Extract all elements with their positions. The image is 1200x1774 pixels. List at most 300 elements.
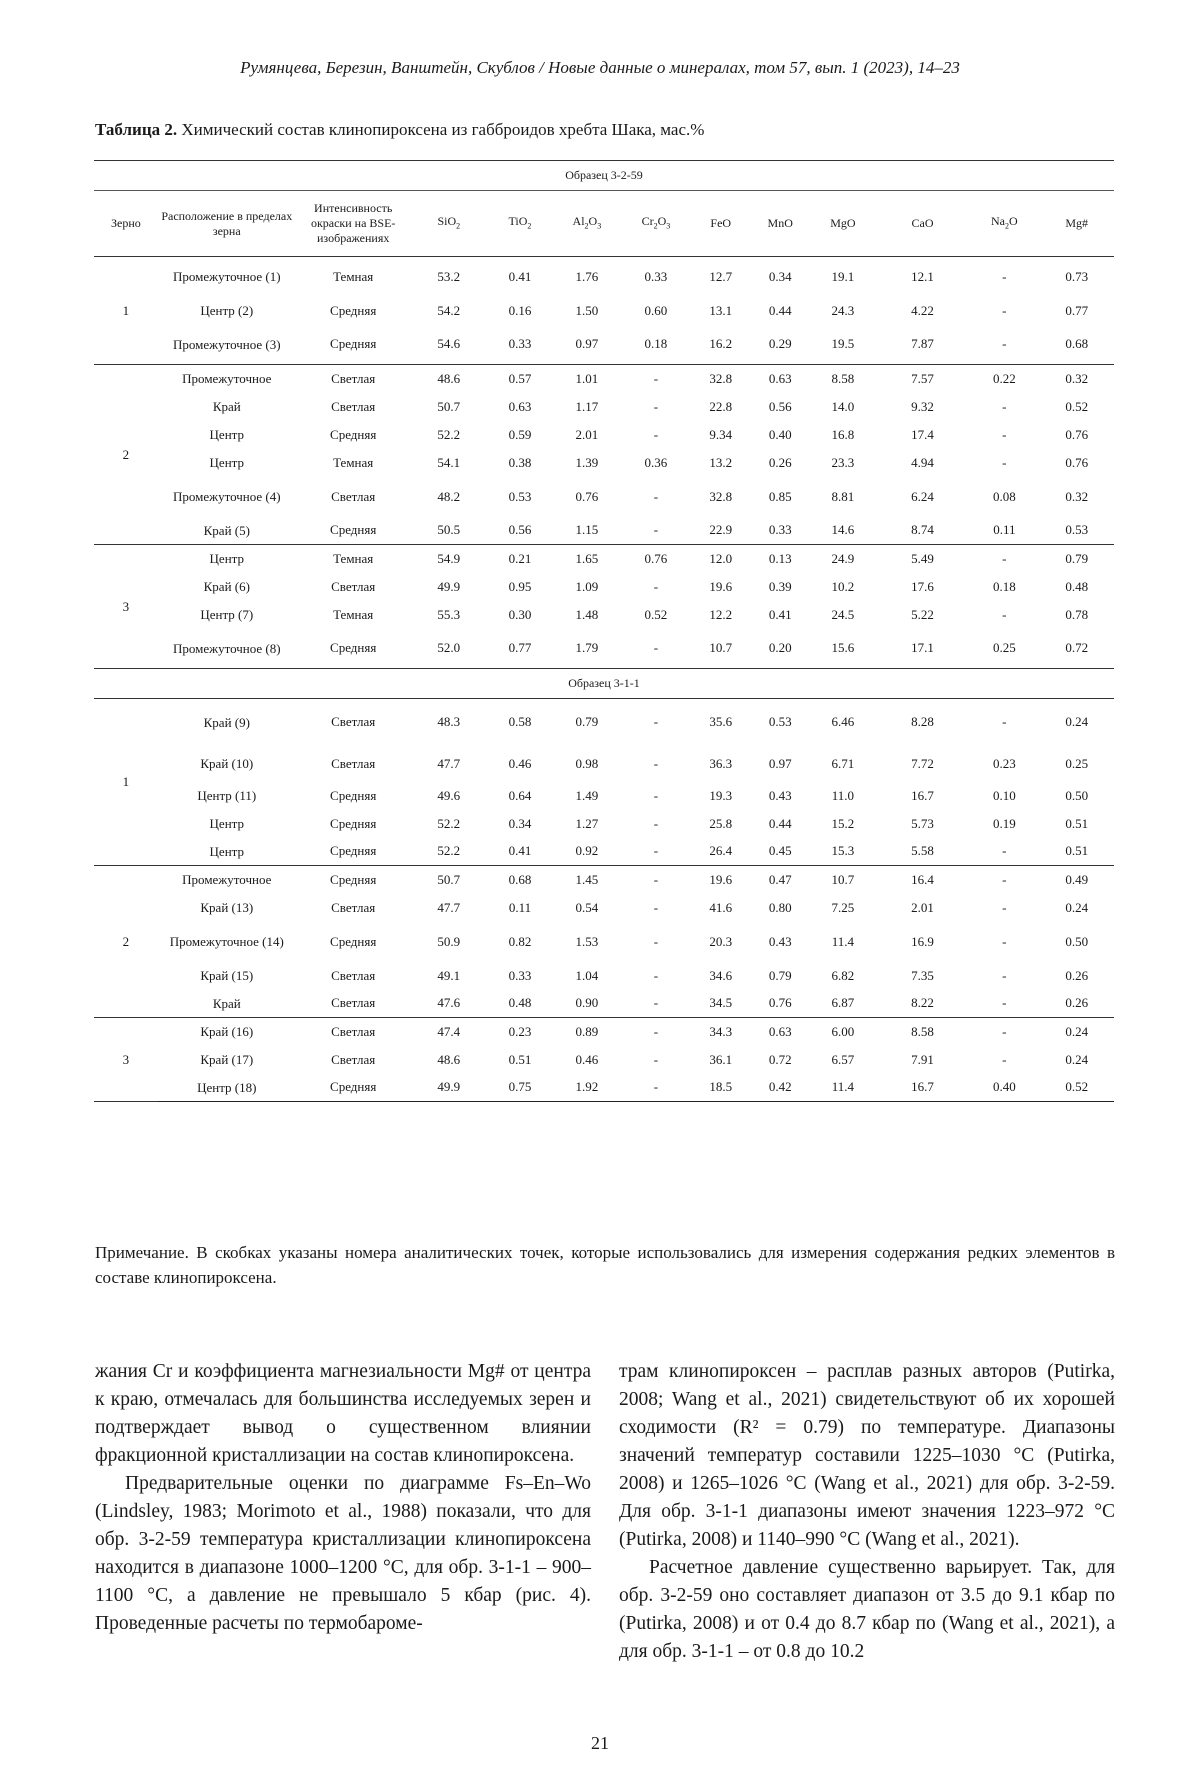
- value-cell: -: [653, 1051, 659, 1067]
- value-cell: 10.7: [691, 629, 750, 669]
- value-cell: 1.49: [575, 787, 599, 803]
- value-cell: 0.44: [768, 302, 792, 318]
- col-header-tio2: TiO$_2$: [487, 191, 553, 257]
- value-cell: 0.68: [1039, 325, 1114, 365]
- intensity-cell: Средняя: [296, 517, 411, 545]
- grain-number: 2: [94, 365, 158, 545]
- value-cell: 0.18: [992, 578, 1016, 594]
- value-cell: 54.2: [437, 302, 461, 318]
- value-cell: 0.24: [1065, 899, 1089, 915]
- value-cell: 0.24: [1065, 714, 1089, 730]
- value-cell: 0.11: [508, 899, 532, 915]
- value-cell: 6.71: [831, 755, 855, 771]
- value-cell: 0.08: [992, 488, 1016, 504]
- table-row: [94, 990, 1114, 1018]
- value-cell: -: [621, 990, 691, 1018]
- col-header-cr2o3: $Cr_2O_3$: [621, 191, 691, 257]
- intensity-cell: Средняя: [330, 933, 377, 949]
- intensity-cell: Светлая: [331, 370, 376, 386]
- value-cell: 11.0: [831, 787, 855, 803]
- value-cell: 0.97: [768, 755, 792, 771]
- value-cell: -: [969, 990, 1039, 1018]
- value-cell: 0.72: [1039, 629, 1114, 669]
- col-header-mgo: MgO: [810, 191, 876, 257]
- value-cell: 7.57: [911, 370, 934, 386]
- location-cell: Промежуточное: [182, 872, 272, 888]
- table-row: [94, 962, 1114, 990]
- location-cell: Центр: [209, 551, 245, 567]
- value-cell: 7.72: [911, 755, 934, 771]
- value-cell: 49.9: [411, 1074, 487, 1102]
- value-cell: -: [969, 838, 1039, 866]
- value-cell: 8.28: [911, 714, 934, 730]
- table-row: [94, 838, 1114, 866]
- value-cell: 5.22: [911, 606, 934, 622]
- value-cell: 0.46: [575, 1051, 599, 1067]
- value-cell: 5.49: [911, 550, 934, 566]
- value-cell: 0.63: [768, 370, 792, 386]
- value-cell: 4.94: [911, 454, 934, 470]
- value-cell: 13.1: [709, 302, 733, 318]
- location-cell: Промежуточное: [182, 371, 272, 387]
- table-row: [94, 257, 1114, 297]
- value-cell: 48.2: [437, 488, 461, 504]
- value-cell: 53.2: [437, 268, 461, 284]
- value-cell: 0.51: [1065, 815, 1089, 831]
- table-row: [94, 449, 1114, 477]
- value-cell: 1.48: [575, 606, 599, 622]
- intensity-cell: Средняя: [296, 325, 411, 365]
- value-cell: 0.32: [1065, 488, 1089, 504]
- body-column-left: [95, 1358, 591, 1638]
- value-cell: 41.6: [709, 899, 733, 915]
- table-row: [94, 922, 1114, 962]
- value-cell: 49.1: [437, 967, 461, 983]
- value-cell: -: [653, 755, 659, 771]
- value-cell: 14.6: [810, 517, 876, 545]
- location-cell: Промежуточное (1): [172, 269, 281, 285]
- value-cell: 0.97: [553, 325, 621, 365]
- value-cell: 16.7: [911, 787, 934, 803]
- value-cell: 0.24: [1065, 1051, 1089, 1067]
- value-cell: 15.2: [831, 815, 855, 831]
- location-cell: Промежуточное (3): [158, 325, 296, 365]
- value-cell: 0.60: [644, 302, 668, 318]
- value-cell: 16.8: [831, 426, 855, 442]
- value-cell: -: [621, 1074, 691, 1102]
- value-cell: 1.15: [553, 517, 621, 545]
- location-cell: Край: [158, 990, 296, 1018]
- location-cell: Край: [212, 399, 241, 414]
- value-cell: 6.87: [810, 990, 876, 1018]
- value-cell: 0.24: [1065, 1023, 1089, 1039]
- value-cell: 0.80: [768, 899, 792, 915]
- value-cell: 2.01: [575, 426, 599, 442]
- value-cell: 0.68: [508, 871, 532, 887]
- value-cell: -: [653, 578, 659, 594]
- location-cell: Центр: [209, 816, 245, 831]
- value-cell: 49.6: [437, 787, 461, 803]
- value-cell: 0.46: [508, 755, 532, 771]
- table-row: [94, 573, 1114, 601]
- col-header-sio2: SiO$_2$: [411, 191, 487, 257]
- value-cell: 1.17: [575, 398, 599, 414]
- intensity-cell: Светлая: [331, 578, 376, 594]
- intensity-cell: Средняя: [296, 838, 411, 866]
- value-cell: 8.58: [831, 370, 855, 386]
- value-cell: 7.25: [831, 899, 855, 915]
- value-cell: -: [621, 629, 691, 669]
- value-cell: 0.19: [992, 815, 1016, 831]
- grain-number: 3: [94, 545, 158, 669]
- value-cell: 25.8: [709, 815, 733, 831]
- value-cell: 0.75: [487, 1074, 553, 1102]
- intensity-cell: Светлая: [331, 967, 376, 983]
- value-cell: 19.6: [709, 871, 733, 887]
- value-cell: 52.2: [437, 815, 461, 831]
- value-cell: 1.04: [575, 967, 599, 983]
- location-cell: Центр: [209, 427, 245, 442]
- value-cell: 12.0: [709, 550, 733, 566]
- value-cell: 0.42: [750, 1074, 809, 1102]
- value-cell: 54.6: [411, 325, 487, 365]
- value-cell: 0.50: [1065, 933, 1089, 949]
- value-cell: 10.2: [831, 578, 855, 594]
- value-cell: -: [1002, 550, 1007, 566]
- value-cell: 0.92: [553, 838, 621, 866]
- value-cell: 5.73: [911, 815, 934, 831]
- location-cell: Центр (18): [158, 1074, 296, 1102]
- value-cell: 19.1: [831, 268, 855, 284]
- table-note: Примечание. В скобках указаны номера аналитических точек, которые использовались для измерения содержания редких элементов в составе клинопироксена.: [95, 1243, 1115, 1287]
- value-cell: 0.49: [1065, 871, 1089, 887]
- value-cell: 17.4: [911, 426, 934, 442]
- value-cell: 24.5: [831, 606, 855, 622]
- value-cell: 0.56: [487, 517, 553, 545]
- col-header-location: Расположение в пределах зерна: [158, 191, 296, 257]
- intensity-cell: Темная: [333, 550, 374, 566]
- value-cell: 0.33: [508, 967, 532, 983]
- value-cell: 0.73: [1065, 268, 1089, 284]
- location-cell: Центр: [158, 838, 296, 866]
- value-cell: 19.3: [709, 787, 733, 803]
- value-cell: 0.34: [508, 815, 532, 831]
- value-cell: 1.76: [575, 268, 599, 284]
- col-header-intensity: Интенсивность окраски на BSE-изображениях: [296, 191, 411, 257]
- value-cell: 52.2: [437, 426, 461, 442]
- value-cell: -: [653, 815, 659, 831]
- value-cell: 0.52: [1039, 1074, 1114, 1102]
- col-header-mg-number: Mg#: [1039, 191, 1114, 257]
- table-row: [94, 393, 1114, 421]
- paragraph: жания Cr и коэффициента магнезиальности Mg# от центра к краю, отмечалась для большинства исследуемых зерен и подтверждает вывод о существенном влиянии фракционной кристаллизации на состав клинопироксена.: [95, 1361, 591, 1466]
- intensity-cell: Светлая: [331, 488, 376, 504]
- value-cell: 15.3: [810, 838, 876, 866]
- value-cell: 0.18: [621, 325, 691, 365]
- value-cell: 1.79: [553, 629, 621, 669]
- value-cell: 1.65: [575, 550, 599, 566]
- value-cell: 0.47: [768, 871, 792, 887]
- value-cell: 47.7: [437, 899, 461, 915]
- value-cell: 0.76: [644, 550, 668, 566]
- value-cell: 0.77: [1065, 302, 1089, 318]
- location-cell: Промежуточное (14): [169, 934, 284, 949]
- value-cell: 0.76: [575, 488, 599, 504]
- value-cell: 9.34: [709, 426, 733, 442]
- value-cell: 0.20: [750, 629, 809, 669]
- value-cell: 0.43: [768, 933, 792, 949]
- value-cell: 0.89: [575, 1023, 599, 1039]
- value-cell: 0.33: [750, 517, 809, 545]
- table-caption: [95, 120, 1115, 140]
- value-cell: 48.6: [437, 370, 461, 386]
- value-cell: -: [653, 370, 659, 386]
- value-cell: -: [1002, 1023, 1007, 1039]
- value-cell: 50.7: [437, 398, 461, 414]
- value-cell: 0.56: [768, 398, 792, 414]
- value-cell: 0.40: [768, 426, 792, 442]
- location-cell: Центр (7): [200, 607, 254, 622]
- table-row: [94, 1074, 1114, 1102]
- value-cell: 0.32: [1065, 370, 1089, 386]
- value-cell: 17.6: [911, 578, 934, 594]
- value-cell: -: [1002, 606, 1007, 622]
- value-cell: 36.3: [709, 755, 733, 771]
- value-cell: 22.8: [709, 398, 733, 414]
- value-cell: -: [1002, 398, 1007, 414]
- value-cell: 7.91: [911, 1051, 934, 1067]
- table-row: [94, 782, 1114, 810]
- value-cell: 0.48: [487, 990, 553, 1018]
- intensity-cell: Средняя: [330, 302, 377, 318]
- value-cell: 6.46: [831, 714, 855, 730]
- table-row: [94, 421, 1114, 449]
- location-cell: Промежуточное (8): [158, 629, 296, 669]
- value-cell: 19.5: [810, 325, 876, 365]
- value-cell: 8.81: [831, 488, 855, 504]
- value-cell: 13.2: [709, 454, 733, 470]
- table-row: [94, 517, 1114, 545]
- value-cell: -: [653, 871, 659, 887]
- value-cell: -: [1002, 899, 1007, 915]
- value-cell: 0.43: [768, 787, 792, 803]
- value-cell: 10.7: [831, 871, 855, 887]
- value-cell: 0.51: [508, 1051, 532, 1067]
- value-cell: 0.79: [1065, 550, 1089, 566]
- value-cell: 32.8: [709, 370, 733, 386]
- table-row: [94, 1046, 1114, 1074]
- location-cell: Край (9): [203, 714, 250, 730]
- value-cell: 4.22: [911, 302, 934, 318]
- value-cell: 8.22: [876, 990, 969, 1018]
- paragraph: Предварительные оценки по диаграмме Fs–En–Wo (Lindsley, 1983; Morimoto et al., 1988) показали, что для обр. 3-2-59 температура кристаллизации клинопироксена находится в диапазоне 1000–1200 °С, для обр. 3-1-1 – 900–1100 °С, а давление не превышало 5 кбар (рис. 4). Проведенные расчеты по термобароме-: [95, 1473, 591, 1634]
- location-cell: Край (16): [200, 1024, 254, 1040]
- value-cell: 22.9: [691, 517, 750, 545]
- value-cell: 49.9: [437, 578, 461, 594]
- sample-heading: Образец 3-2-59: [94, 161, 1114, 191]
- value-cell: 26.4: [691, 838, 750, 866]
- paragraph: трам клинопироксен – расплав разных авторов (Putirka, 2008; Wang et al., 2021) свидетельствуют об их хорошей сходимости (R² = 0.79) по температуре. Диапазоны значений температур составили 1225–1030 °С (Putirka, 2008) и 1265–1026 °С (Wang et al., 2021) для обр. 3-2-59. Для обр. 3-1-1 диапазоны имеют значения 1223–972 °С (Putirka, 2008) и 1140–990 °С (Wang et al., 2021).: [619, 1361, 1115, 1550]
- value-cell: -: [653, 967, 659, 983]
- value-cell: 0.72: [768, 1051, 792, 1067]
- value-cell: 0.48: [1065, 578, 1089, 594]
- value-cell: 0.34: [768, 268, 792, 284]
- value-cell: 6.24: [911, 488, 934, 504]
- value-cell: 11.4: [810, 1074, 876, 1102]
- value-cell: 0.33: [644, 268, 668, 284]
- value-cell: 50.7: [437, 871, 461, 887]
- table-row: [94, 297, 1114, 325]
- body-column-right: [619, 1358, 1115, 1666]
- value-cell: 14.0: [831, 398, 855, 414]
- grain-number: 2: [94, 866, 158, 1018]
- grain-number: 1: [94, 257, 158, 365]
- value-cell: 35.6: [709, 714, 733, 730]
- value-cell: -: [1002, 426, 1007, 442]
- value-cell: 0.98: [575, 755, 599, 771]
- value-cell: 0.57: [508, 370, 532, 386]
- value-cell: 2.01: [911, 899, 934, 915]
- value-cell: 0.45: [750, 838, 809, 866]
- value-cell: 0.54: [575, 899, 599, 915]
- value-cell: 32.8: [709, 488, 733, 504]
- value-cell: 8.74: [876, 517, 969, 545]
- value-cell: -: [653, 398, 659, 414]
- value-cell: 0.79: [575, 714, 599, 730]
- col-header-feo: FeO: [691, 191, 750, 257]
- value-cell: -: [621, 517, 691, 545]
- value-cell: -: [1002, 454, 1007, 470]
- value-cell: 54.9: [437, 550, 461, 566]
- value-cell: -: [653, 426, 659, 442]
- intensity-cell: Светлая: [331, 755, 376, 771]
- table-row: [94, 746, 1114, 782]
- value-cell: -: [1002, 933, 1007, 949]
- table-row: [94, 810, 1114, 838]
- intensity-cell: Средняя: [296, 1074, 411, 1102]
- value-cell: 0.40: [969, 1074, 1039, 1102]
- location-cell: Край (15): [200, 968, 254, 983]
- value-cell: 0.26: [768, 454, 792, 470]
- location-cell: Край (17): [200, 1052, 254, 1067]
- value-cell: 0.41: [768, 606, 792, 622]
- value-cell: 0.82: [508, 933, 532, 949]
- value-cell: 0.90: [553, 990, 621, 1018]
- value-cell: 48.3: [437, 714, 461, 730]
- value-cell: 0.23: [992, 755, 1016, 771]
- value-cell: 0.10: [992, 787, 1016, 803]
- table-row: [94, 601, 1114, 629]
- value-cell: -: [653, 1023, 659, 1039]
- value-cell: 7.35: [911, 967, 934, 983]
- value-cell: 0.78: [1065, 606, 1089, 622]
- value-cell: 7.87: [876, 325, 969, 365]
- value-cell: 8.58: [911, 1023, 934, 1039]
- value-cell: 0.22: [992, 370, 1016, 386]
- value-cell: 19.6: [709, 578, 733, 594]
- intensity-cell: Светлая: [331, 398, 376, 414]
- value-cell: 0.79: [768, 967, 792, 983]
- intensity-cell: Светлая: [331, 1023, 376, 1039]
- location-cell: Центр: [209, 455, 245, 470]
- table-row: [94, 894, 1114, 922]
- value-cell: 0.44: [768, 815, 792, 831]
- value-cell: 0.33: [487, 325, 553, 365]
- value-cell: 0.26: [1065, 967, 1089, 983]
- value-cell: 0.25: [1065, 755, 1089, 771]
- value-cell: 0.51: [1039, 838, 1114, 866]
- intensity-cell: Темная: [333, 268, 374, 284]
- value-cell: 9.32: [911, 398, 934, 414]
- location-cell: Край (5): [158, 517, 296, 545]
- value-cell: 34.5: [691, 990, 750, 1018]
- value-cell: 0.63: [508, 398, 532, 414]
- table-row: [94, 629, 1114, 669]
- value-cell: -: [1002, 871, 1007, 887]
- value-cell: 15.6: [810, 629, 876, 669]
- value-cell: 6.82: [831, 967, 855, 983]
- value-cell: 0.30: [508, 606, 532, 622]
- paragraph: Расчетное давление существенно варьирует. Так, для обр. 3-2-59 оно составляет диапазон от 3.5 до 9.1 кбар по (Putirka, 2008) и от 0.4 до 8.7 кбар по (Wang et al., 2021), а для обр. 3-1-1 – от 0.8 до 10.2: [619, 1557, 1115, 1662]
- value-cell: 0.29: [750, 325, 809, 365]
- value-cell: 17.1: [876, 629, 969, 669]
- value-cell: 0.52: [1065, 398, 1089, 414]
- value-cell: 54.1: [437, 454, 461, 470]
- value-cell: -: [653, 488, 659, 504]
- value-cell: 0.23: [508, 1023, 532, 1039]
- value-cell: -: [969, 325, 1039, 365]
- location-cell: Край (13): [200, 900, 254, 915]
- value-cell: 50.9: [437, 933, 461, 949]
- value-cell: 0.63: [768, 1023, 792, 1039]
- value-cell: 55.3: [437, 606, 461, 622]
- value-cell: 1.01: [575, 370, 599, 386]
- value-cell: 0.76: [1065, 426, 1089, 442]
- value-cell: 0.52: [644, 606, 668, 622]
- composition-table: [94, 160, 1114, 1102]
- value-cell: -: [1002, 268, 1007, 284]
- value-cell: 1.92: [553, 1074, 621, 1102]
- table-caption-text: Химический состав клинопироксена из габброидов хребта Шака, мас.%: [177, 120, 705, 139]
- intensity-cell: Средняя: [330, 787, 377, 803]
- intensity-cell: Светлая: [331, 899, 376, 915]
- value-cell: 1.53: [575, 933, 599, 949]
- intensity-cell: Светлая: [331, 714, 376, 730]
- running-header: Румянцева, Березин, Ванштейн, Скублов / Новые данные о минералах, том 57, вып. 1 (2023), 14–23: [240, 58, 960, 77]
- value-cell: 47.6: [411, 990, 487, 1018]
- table-row: [94, 325, 1114, 365]
- value-cell: 12.2: [709, 606, 733, 622]
- value-cell: 12.7: [709, 268, 733, 284]
- value-cell: 1.50: [575, 302, 599, 318]
- location-cell: Центр (11): [197, 788, 257, 803]
- value-cell: 36.1: [709, 1051, 733, 1067]
- location-cell: Край (10): [200, 756, 254, 771]
- value-cell: 0.25: [969, 629, 1039, 669]
- value-cell: 0.39: [768, 578, 792, 594]
- value-cell: 50.5: [411, 517, 487, 545]
- value-cell: 0.95: [508, 578, 532, 594]
- location-cell: Промежуточное (4): [172, 489, 281, 504]
- value-cell: 0.53: [508, 488, 532, 504]
- value-cell: 0.41: [487, 838, 553, 866]
- value-cell: 48.6: [437, 1051, 461, 1067]
- value-cell: 20.3: [709, 933, 733, 949]
- table-row: [94, 477, 1114, 517]
- value-cell: 0.76: [1065, 454, 1089, 470]
- value-cell: 16.9: [911, 933, 934, 949]
- intensity-cell: Светлая: [296, 990, 411, 1018]
